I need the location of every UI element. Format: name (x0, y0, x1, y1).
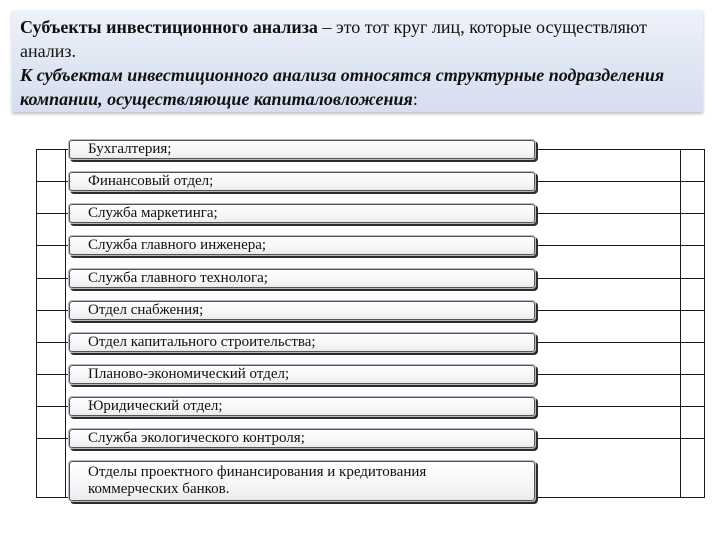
connector-line (36, 310, 70, 311)
connector-line (36, 181, 70, 182)
header-box (12, 10, 703, 112)
subjects-lead: К субъектам инвестиционного анализа относятся структурные подразделения компании, осуществляющие капиталовложения (20, 65, 665, 109)
connector-line (536, 497, 705, 498)
list-item: Служба главного технолога; (68, 268, 536, 289)
connector-line (536, 438, 705, 439)
list-item: Финансовый отдел; (68, 171, 536, 192)
left-connector-bracket (36, 149, 66, 498)
connector-line (36, 438, 70, 439)
connector-line (36, 245, 70, 246)
definition-rest: – это тот круг лиц, которые осуществляют анализ. (20, 17, 647, 61)
connector-line (536, 149, 705, 150)
connector-line (536, 406, 705, 407)
list-item: Служба экологического контроля; (68, 428, 536, 449)
connector-line (36, 149, 70, 150)
list-item: Планово-экономический отдел; (68, 364, 536, 385)
connector-line (36, 278, 70, 279)
connector-line (536, 342, 705, 343)
list-item: Отдел капитального строительства; (68, 332, 536, 353)
definition-term: Субъекты инвестиционного анализа (20, 17, 318, 37)
list-item: Служба маркетинга; (68, 203, 536, 224)
subjects-text (20, 63, 695, 111)
connector-line (36, 342, 70, 343)
list-item: Отделы проектного финансирования и кредитования коммерческих банков. (68, 460, 536, 502)
connector-line (536, 181, 705, 182)
connector-line (36, 406, 70, 407)
definition-text (20, 15, 695, 63)
connector-line (36, 374, 70, 375)
list-item: Бухгалтерия; (68, 139, 536, 160)
list-item: Юридический отдел; (68, 396, 536, 417)
connector-line (536, 374, 705, 375)
list-item: Отдел снабжения; (68, 300, 536, 321)
connector-line (36, 497, 70, 498)
right-connector-bracket (680, 149, 705, 498)
subjects-colon: : (412, 89, 418, 109)
connector-line (536, 278, 705, 279)
connector-line (36, 213, 70, 214)
list-item: Служба главного инженера; (68, 235, 536, 256)
connector-line (536, 310, 705, 311)
connector-line (536, 245, 705, 246)
connector-line (536, 213, 705, 214)
